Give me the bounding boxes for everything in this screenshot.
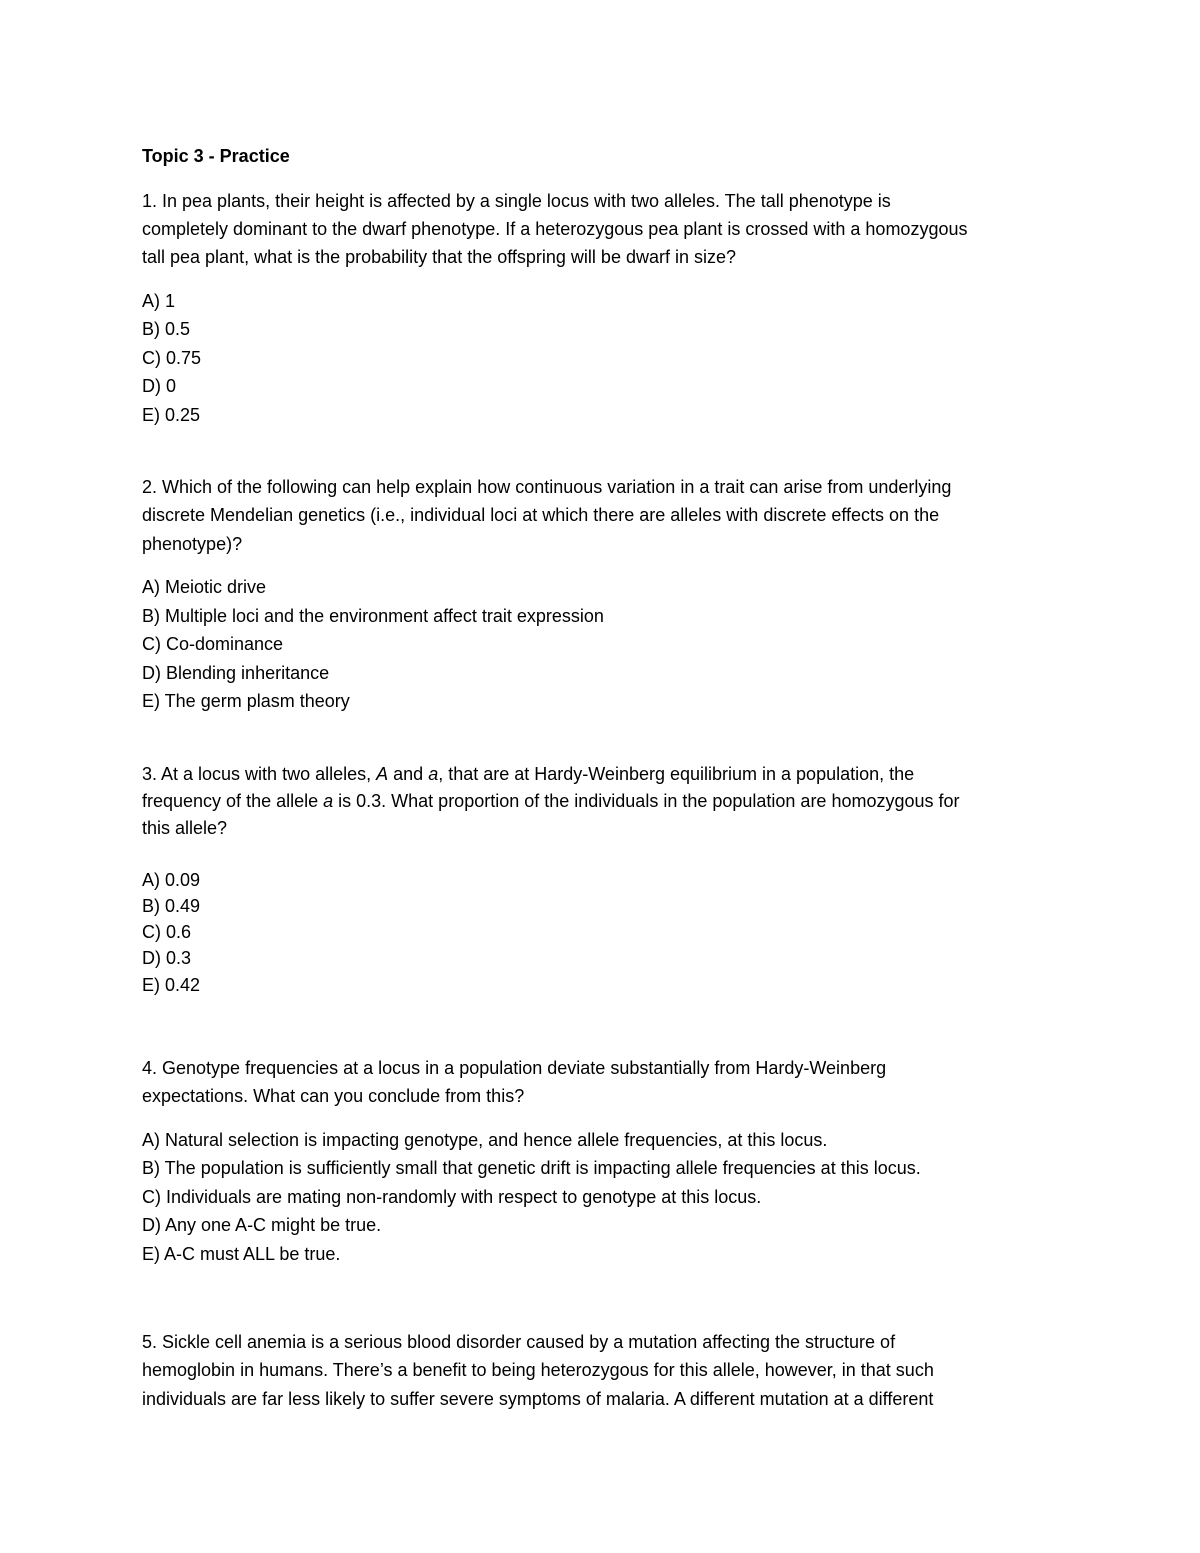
question-3-option-c: C) 0.6 [142, 922, 192, 942]
question-4-option-c: C) Individuals are mating non-randomly with respect to genotype at this locus. [142, 1187, 762, 1207]
question-1-option-e: E) 0.25 [142, 405, 201, 425]
question-2-option-c: C) Co-dominance [142, 634, 284, 654]
allele-symbol: A [376, 764, 389, 784]
question-5-line-1: 5. Sickle cell anemia is a serious blood disorder caused by a mutation affecting the structure of [142, 1332, 896, 1352]
question-3-option-b: B) 0.49 [142, 896, 201, 916]
question-3-line-2: frequency of the allele a is 0.3. What proportion of the individuals in the population are homozygous for [142, 791, 960, 811]
question-2-option-a: A) Meiotic drive [142, 577, 267, 597]
question-2-option-d: D) Blending inheritance [142, 663, 330, 683]
question-2-line-2: discrete Mendelian genetics (i.e., individual loci at which there are alleles with discrete effects on the [142, 505, 940, 525]
question-2-option-b: B) Multiple loci and the environment affect trait expression [142, 606, 604, 626]
question-4-option-a: A) Natural selection is impacting genotype, and hence allele frequencies, at this locus. [142, 1130, 828, 1150]
question-3-line-1: 3. At a locus with two alleles, A and a, that are at Hardy-Weinberg equilibrium in a population, the [142, 764, 915, 784]
question-2-line-3: phenotype)? [142, 534, 243, 554]
question-4-option-b: B) The population is sufficiently small that genetic drift is impacting allele frequencies at this locus. [142, 1158, 921, 1178]
question-3-line-3: this allele? [142, 818, 228, 838]
question-2-line-1: 2. Which of the following can help explain how continuous variation in a trait can arise from underlying [142, 477, 952, 497]
question-1-line-2: completely dominant to the dwarf phenotype. If a heterozygous pea plant is crossed with a homozygous [142, 219, 968, 239]
question-1-option-d: D) 0 [142, 376, 177, 396]
page-title: Topic 3 - Practice [142, 146, 290, 166]
question-3-option-e: E) 0.42 [142, 975, 201, 995]
allele-symbol: a [428, 764, 439, 784]
question-1-option-b: B) 0.5 [142, 319, 191, 339]
question-4-line-1: 4. Genotype frequencies at a locus in a population deviate substantially from Hardy-Weinberg [142, 1058, 887, 1078]
question-1-option-c: C) 0.75 [142, 348, 202, 368]
question-5-line-2: hemoglobin in humans. There’s a benefit to being heterozygous for this allele, however, in that such [142, 1360, 934, 1380]
question-1-line-1: 1. In pea plants, their height is affected by a single locus with two alleles. The tall phenotype is [142, 191, 891, 211]
question-4-line-2: expectations. What can you conclude from this? [142, 1086, 525, 1106]
question-2-option-e: E) The germ plasm theory [142, 691, 350, 711]
question-1-option-a: A) 1 [142, 291, 176, 311]
question-3-option-a: A) 0.09 [142, 870, 201, 890]
question-3-option-d: D) 0.3 [142, 948, 192, 968]
question-5-line-3: individuals are far less likely to suffer severe symptoms of malaria. A different mutation at a different [142, 1389, 934, 1409]
question-4-option-d: D) Any one A-C might be true. [142, 1215, 382, 1235]
question-1-line-3: tall pea plant, what is the probability that the offspring will be dwarf in size? [142, 247, 736, 267]
allele-symbol: a [323, 791, 334, 811]
question-4-option-e: E) A-C must ALL be true. [142, 1244, 341, 1264]
